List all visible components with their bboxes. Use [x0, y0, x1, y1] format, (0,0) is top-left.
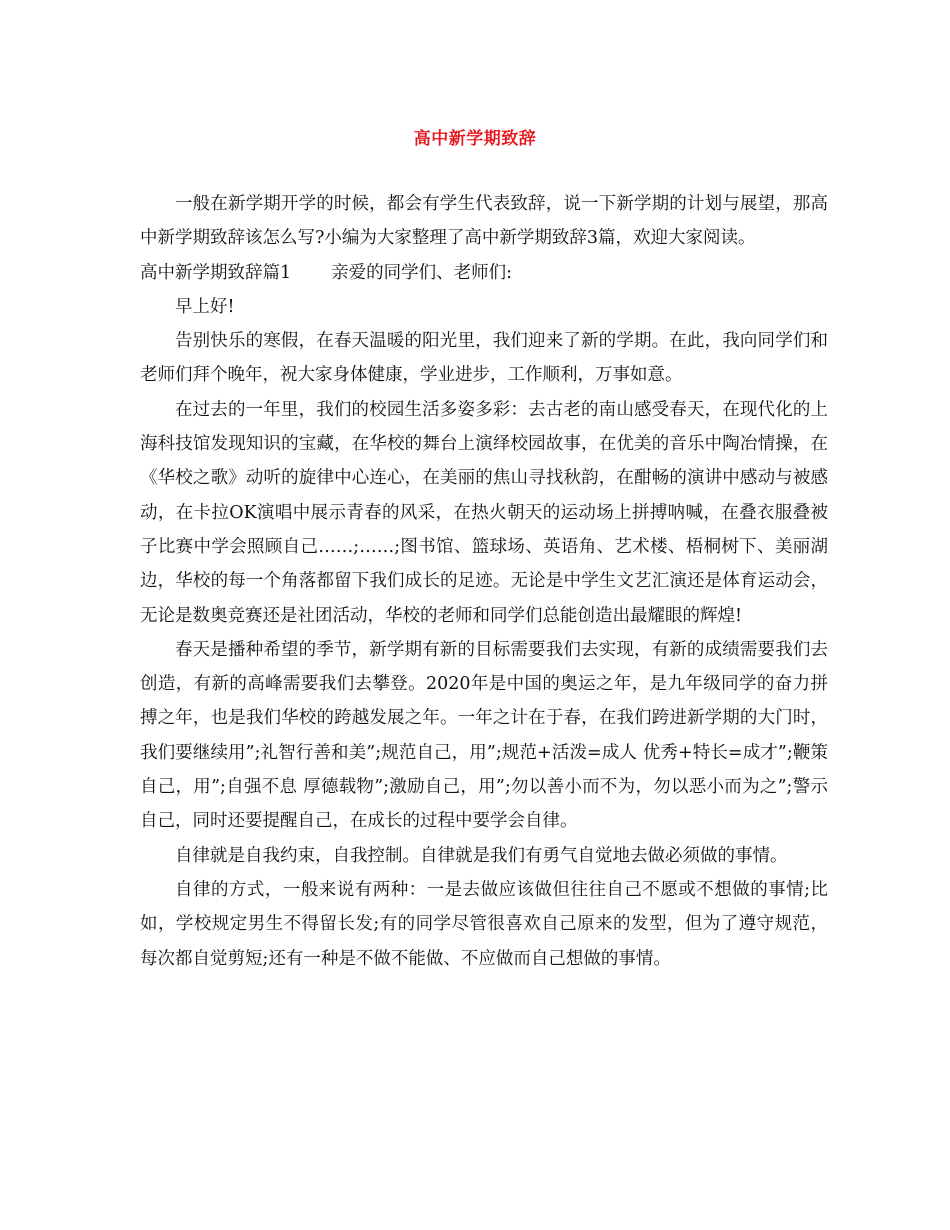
section-line [140, 256, 828, 290]
salutation: 亲爱的同学们、老师们: [331, 262, 513, 283]
document-body [140, 187, 828, 976]
intro-paragraph: 一般在新学期开学的时候，都会有学生代表致辞，说一下新学期的计划与展望，那高中新学期致辞该怎么写?小编为大家整理了高中新学期致辞3篇，欢迎大家阅读。 [140, 194, 828, 249]
document-title: 高中新学期致辞 [413, 129, 537, 149]
body-paragraph: 自律的方式，一般来说有两种：一是去做应该做但往往自己不愿或不想做的事情;比如，学校规定男生不得留长发;有的同学尽管很喜欢自己原来的发型，但为了遵守规范，每次都自觉剪短;还有一种是不做不能做、不应做而自己想做的事情。 [140, 879, 828, 969]
body-paragraph: 自律就是自我约束，自我控制。自律就是我们有勇气自觉地去做必须做的事情。 [175, 845, 788, 866]
section-heading: 高中新学期致辞篇1 [140, 262, 292, 283]
body-paragraph: 告别快乐的寒假，在春天温暖的阳光里，我们迎来了新的学期。在此，我向同学们和老师们拜个晚年，祝大家身体健康，学业进步，工作顺利，万事如意。 [140, 331, 828, 386]
greeting: 早上好! [175, 296, 235, 317]
body-paragraph: 春天是播种希望的季节，新学期有新的目标需要我们去实现，有新的成绩需要我们去创造，有新的高峰需要我们去攀登。2020年是中国的奥运之年，是九年级同学的奋力拼搏之年，也是我们华校的跨越发展之年。一年之计在于春，在我们跨进新学期的大门时，我们要继续用”;礼智行善和美”;规范自己，用”;规范+活泼=成人 优秀+特长=成才”;鞭策自己，用”;自强不息 厚德载物”;激励自己，用”;勿以善小而不为，勿以恶小而为之”;警示自己，同时还要提醒自己，在成长的过程中要学会自律。 [140, 639, 828, 832]
body-paragraph: 在过去的一年里，我们的校园生活多姿多彩：去古老的南山感受春天，在现代化的上海科技馆发现知识的宝藏，在华校的舞台上演绎校园故事，在优美的音乐中陶冶情操，在《华校之歌》动听的旋律中心连心，在美丽的焦山寻找秋韵，在酣畅的演讲中感动与被感动，在卡拉OK演唱中展示青春的风采，在热火朝天的运动场上拼搏呐喊，在叠衣服叠被子比赛中学会照顾自己……;……;图书馆、篮球场、英语角、艺术楼、梧桐树下、美丽湖边，华校的每一个角落都留下我们成长的足迹。无论是中学生文艺汇演还是体育运动会，无论是数奥竞赛还是社团活动，华校的老师和同学们总能创造出最耀眼的辉煌! [140, 399, 828, 626]
